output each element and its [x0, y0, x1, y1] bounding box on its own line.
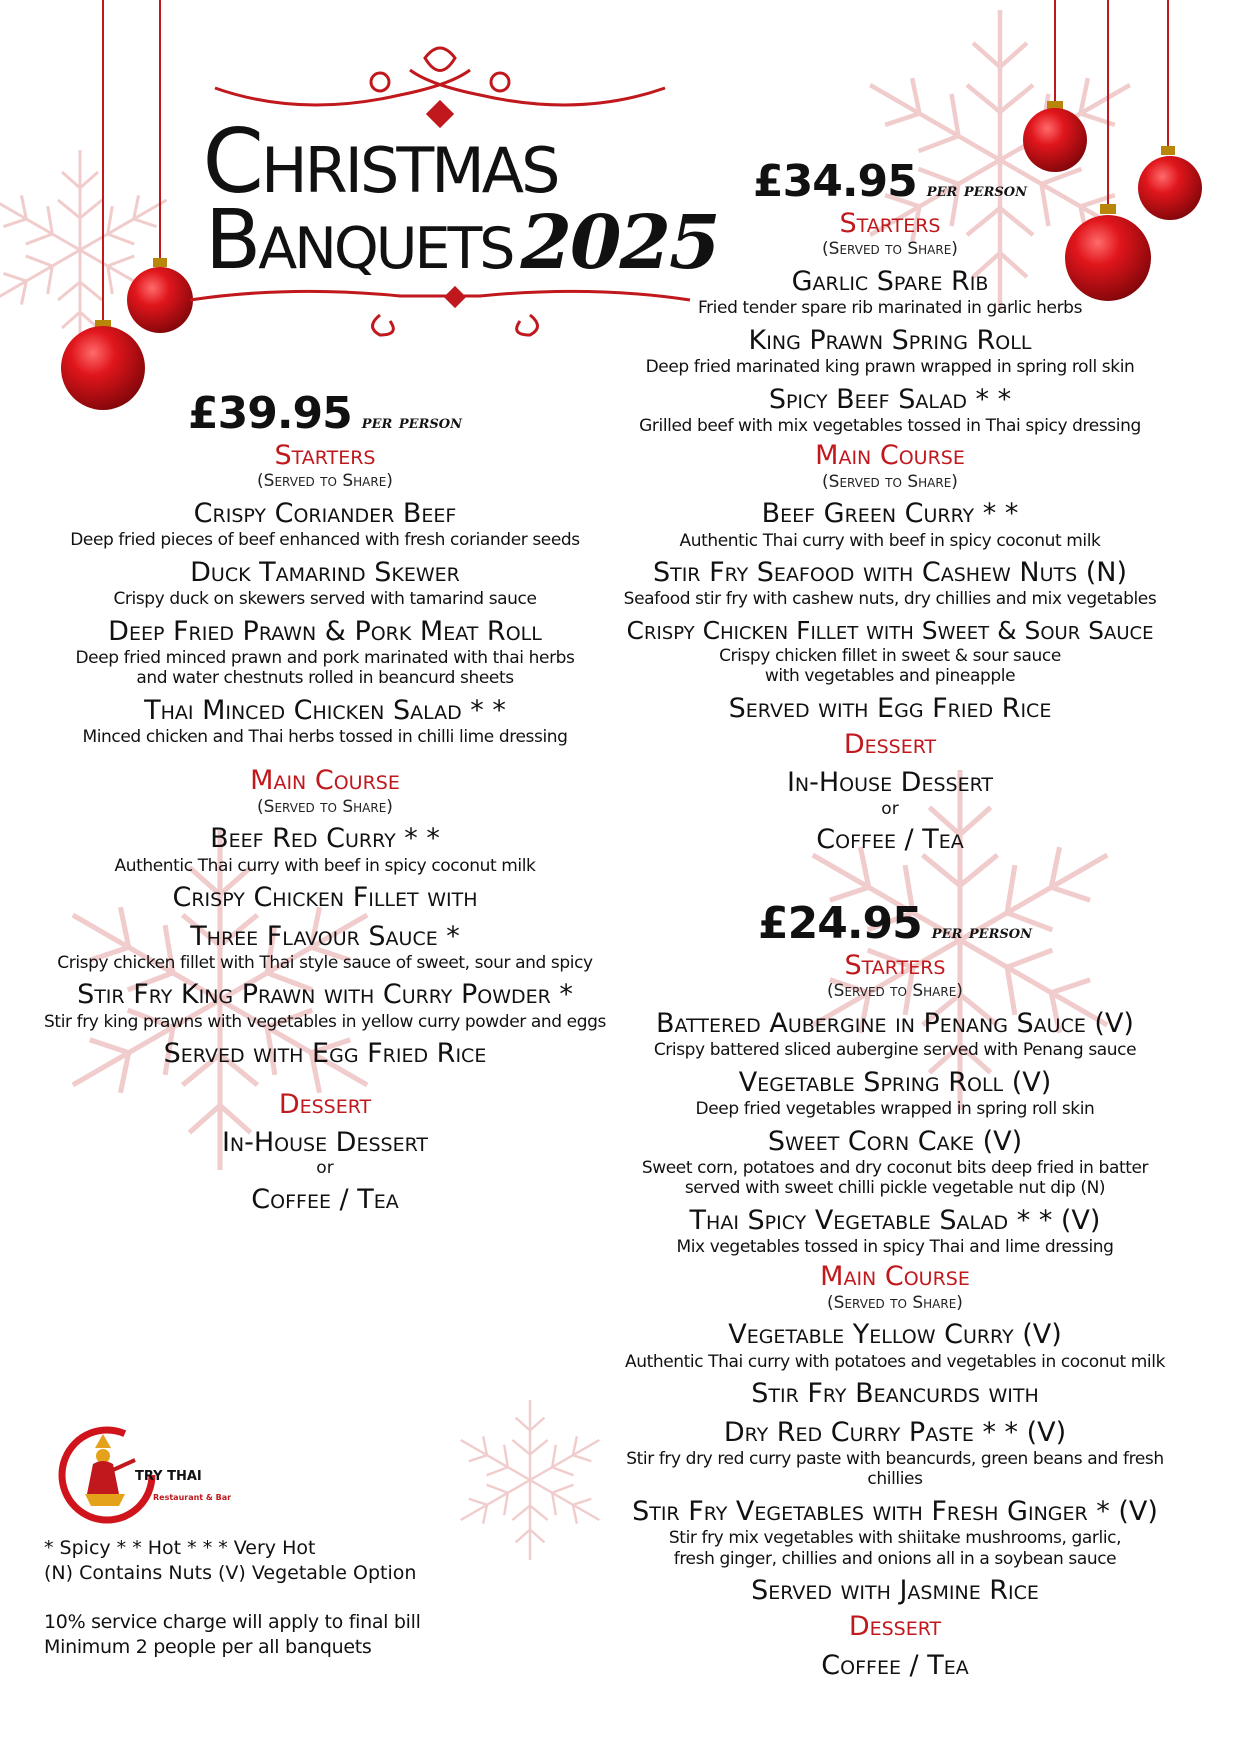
- minimum-people-note: Minimum 2 people per all banquets: [44, 1636, 372, 1658]
- dish-desc: Authentic Thai curry with beef in spicy coconut milk: [679, 530, 1101, 551]
- main-course-heading: Main Course: [250, 765, 400, 797]
- dish-name: Battered Aubergine in Penang Sauce (V): [656, 1007, 1134, 1039]
- logo-name-text: TRY THAI: [135, 1469, 202, 1484]
- dish-desc: Fried tender spare rib marinated in garlic herbs: [697, 298, 1083, 319]
- per-person-label: per person: [361, 411, 462, 433]
- main-course-heading: Main Course: [815, 440, 965, 472]
- price: £34.95: [753, 156, 917, 207]
- dish-name: Deep Fried Prawn & Pork Meat Roll: [108, 615, 542, 647]
- dish-name: Duck Tamarind Skewer: [190, 556, 460, 588]
- dish-name: Stir Fry Beancurds with: [751, 1378, 1039, 1410]
- legend-options: (N) Contains Nuts (V) Vegetable Option: [44, 1562, 417, 1584]
- dish-desc: Authentic Thai curry with beef in spicy coconut milk: [114, 855, 536, 876]
- dish-name: King Prawn Spring Roll: [748, 324, 1032, 356]
- banquet-3495: [610, 156, 1170, 857]
- dish-name: Thai Spicy Vegetable Salad * * (V): [689, 1204, 1101, 1236]
- served-to-share: (Served to Share): [257, 471, 393, 492]
- dish-name: Beef Green Curry * *: [761, 498, 1019, 530]
- price-heading: [20, 388, 630, 439]
- dish-name: Stir Fry Seafood with Cashew Nuts (N): [652, 557, 1128, 588]
- dish-desc: with vegetables and pineapple: [764, 666, 1016, 687]
- starters-heading: Starters: [274, 440, 376, 471]
- dish-name: Spicy Beef Salad * *: [768, 383, 1012, 415]
- dish-desc: Stir fry mix vegetables with shiitake mushrooms, garlic,: [668, 1528, 1122, 1549]
- dish-desc: Seafood stir fry with cashew nuts, dry chillies and mix vegetables: [623, 589, 1157, 610]
- banquet-2495: [600, 898, 1190, 1682]
- price-heading: [610, 156, 1170, 207]
- dish-name: Stir Fry Vegetables with Fresh Ginger * (V): [632, 1495, 1158, 1527]
- dish-desc: Sweet corn, potatoes and dry coconut bits deep fried in batter: [641, 1157, 1149, 1178]
- dish-desc: Crispy chicken fillet in sweet & sour sauce: [719, 645, 1061, 666]
- legend: [44, 1536, 416, 1586]
- served-with: Served with Jasmine Rice: [751, 1574, 1039, 1606]
- dish-desc: Stir fry dry red curry paste with beancurds, green beans and fresh chillies: [626, 1448, 1164, 1490]
- price: £39.95: [188, 388, 352, 439]
- dish-desc: Deep fried marinated king prawn wrapped in spring roll skin: [645, 357, 1135, 378]
- snowflake-icon-bottom: [452, 1400, 608, 1560]
- dish-name: Garlic Spare Rib: [791, 265, 989, 297]
- dish-desc: Deep fried vegetables wrapped in spring roll skin: [695, 1099, 1095, 1120]
- logo-name: [135, 1469, 202, 1484]
- dish-name: Vegetable Spring Roll (V): [738, 1066, 1052, 1098]
- dish-name: Crispy Chicken Fillet with: [172, 882, 478, 914]
- dish-desc: Minced chicken and Thai herbs tossed in chilli lime dressing: [82, 727, 568, 748]
- dish-desc: Crispy chicken fillet with Thai style sauce of sweet, sour and spicy: [57, 952, 593, 973]
- dish-name: Stir Fry King Prawn with Curry Powder *: [77, 979, 573, 1011]
- dessert-heading: Dessert: [843, 728, 937, 760]
- dish-name: Crispy Chicken Fillet with Sweet & Sour Sauce: [626, 615, 1154, 645]
- dish-desc: Crispy duck on skewers served with tamarind sauce: [113, 589, 537, 610]
- dish-name: Beef Red Curry * *: [210, 823, 440, 855]
- title-year: 2025: [520, 200, 719, 286]
- dish-desc: Grilled beef with mix vegetables tossed in Thai spicy dressing: [639, 415, 1141, 436]
- dish-desc: Crispy battered sliced aubergine served with Penang sauce: [653, 1040, 1137, 1061]
- title-christmas: Christmas: [202, 110, 558, 213]
- dish-desc: Authentic Thai curry with potatoes and vegetables in coconut milk: [624, 1351, 1166, 1372]
- banquet-3995: [20, 388, 630, 1216]
- dish-desc: and water chestnuts rolled in beancurd sheets: [136, 668, 514, 689]
- or-label: or: [881, 798, 899, 819]
- dish-desc: Stir fry king prawns with vegetables in yellow curry powder and eggs: [44, 1011, 606, 1032]
- dish-name: Sweet Corn Cake (V): [767, 1125, 1023, 1157]
- logo-tagline: Restaurant & Bar: [153, 1493, 232, 1502]
- per-person-label: per person: [926, 179, 1027, 201]
- starters-heading: Starters: [844, 950, 946, 981]
- served-to-share: (Served to Share): [257, 796, 393, 817]
- served-to-share: (Served to Share): [822, 471, 958, 492]
- dish-name: Thai Minced Chicken Salad * *: [144, 694, 506, 726]
- dessert-item: Coffee / Tea: [821, 1649, 969, 1681]
- served-to-share: (Served to Share): [827, 981, 963, 1002]
- dish-desc: fresh ginger, chillies and onions all in a soybean sauce: [673, 1548, 1117, 1569]
- dish-desc: Mix vegetables tossed in spicy Thai and lime dressing: [676, 1237, 1114, 1258]
- price-heading: [600, 898, 1190, 949]
- notes: [44, 1610, 421, 1660]
- dessert-item: Coffee / Tea: [251, 1183, 399, 1215]
- served-with: Served with Egg Fried Rice: [728, 692, 1052, 724]
- dish-name: Three Flavour Sauce *: [190, 920, 460, 952]
- dish-desc: Deep fried minced prawn and pork marinated with thai herbs: [75, 647, 575, 668]
- dessert-item: In-House Dessert: [221, 1126, 429, 1158]
- dessert-item: Coffee / Tea: [816, 824, 964, 856]
- restaurant-logo: [55, 1420, 240, 1530]
- dish-desc: served with sweet chilli pickle vegetable nut dip (N): [684, 1178, 1106, 1199]
- per-person-label: per person: [931, 921, 1032, 943]
- served-to-share: (Served to Share): [822, 239, 958, 260]
- title-banquets-text: Banquets: [205, 193, 513, 288]
- service-charge-note: 10% service charge will apply to final bill: [44, 1611, 421, 1633]
- or-label: or: [316, 1158, 334, 1179]
- served-with: Served with Egg Fried Rice: [163, 1038, 487, 1070]
- served-to-share: (Served to Share): [827, 1292, 963, 1313]
- legend-spice: * Spicy * * Hot * * * Very Hot: [44, 1537, 316, 1559]
- dessert-heading: Dessert: [848, 1611, 942, 1643]
- dish-name: Crispy Coriander Beef: [193, 497, 457, 529]
- price: £24.95: [758, 898, 922, 949]
- dessert-heading: Dessert: [278, 1088, 372, 1120]
- main-course-heading: Main Course: [820, 1261, 970, 1293]
- dish-name: Dry Red Curry Paste * * (V): [723, 1416, 1067, 1448]
- starters-heading: Starters: [839, 208, 941, 239]
- dish-desc: Deep fried pieces of beef enhanced with fresh coriander seeds: [70, 530, 580, 551]
- dish-name: Vegetable Yellow Curry (V): [728, 1319, 1062, 1351]
- dessert-item: In-House Dessert: [786, 767, 994, 799]
